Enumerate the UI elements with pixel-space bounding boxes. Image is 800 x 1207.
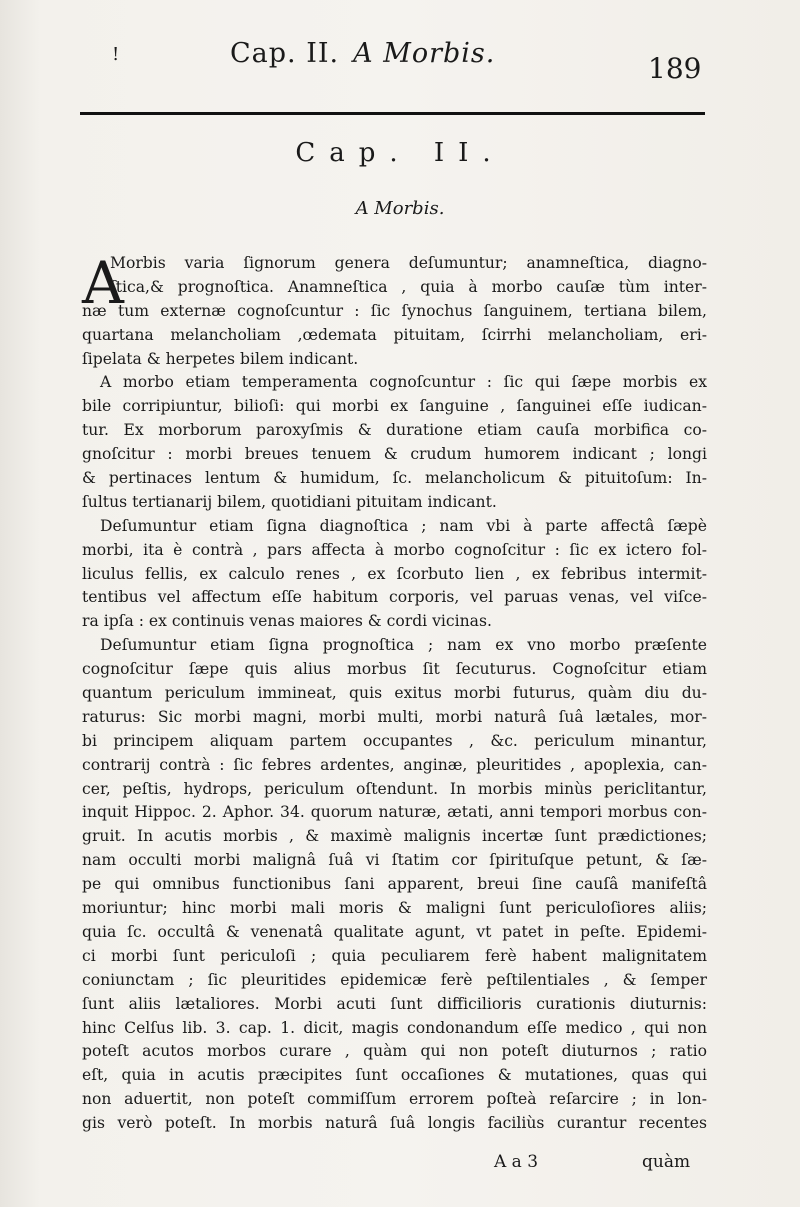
- text-line: coniunctam ; ſic pleuritides epidemicæ ferè peſtilentiales , & ſemper: [82, 970, 707, 989]
- text-line: non aduertit, non poteſt commiſſum errorem poſteà reſarcire ; in lon-: [82, 1090, 707, 1109]
- text-line: cer, peſtis, hydrops, periculum oſtendunt. In morbis minùs periclitantur,: [82, 779, 707, 798]
- text-line: & pertinaces lentum & humidum, ſc. melancholicum & pituitoſum: In-: [82, 469, 707, 488]
- margin-mark: !: [112, 44, 120, 65]
- text-line: ci morbi ſunt periculoſi ; quia peculiarem ferè habent malignitatem: [82, 946, 707, 965]
- text-line: næ tum externæ cognoſcuntur : ſic ſynochus ſanguinem, tertiana bilem,: [82, 301, 707, 320]
- text-line: Deſumuntur etiam ſigna prognoſtica ; nam ex vno morbo præſente: [100, 636, 707, 655]
- text-line: bile corripiuntur, bilioſi: qui morbi ex ſanguine , ſanguinei eſſe iudican-: [82, 397, 707, 416]
- chapter-subtitle: A Morbis.: [355, 198, 445, 219]
- text-line: ſunt aliis lætaliores. Morbi acuti ſunt difficilioris curationis diuturnis:: [82, 994, 707, 1013]
- page-number: 189: [648, 52, 702, 85]
- signature-mark: A a 3: [494, 1152, 539, 1172]
- catchword: quàm: [642, 1152, 691, 1172]
- text-line: pe qui omnibus functionibus ſani apparent, breui ſine cauſâ manifeſtâ: [82, 875, 707, 894]
- text-line: Deſumuntur etiam ſigna diagnoſtica ; nam vbi à parte affectâ ſæpè: [100, 516, 707, 535]
- body-text: [82, 249, 707, 1136]
- text-line: bi principem aliquam partem occupantes , &c. periculum minantur,: [82, 731, 707, 750]
- text-line: ſipelata & herpetes bilem indicant.: [82, 349, 359, 368]
- text-line: inquit Hippoc. 2. Aphor. 34. quorum naturæ, ætati, anni tempori morbus con-: [82, 803, 707, 822]
- text-line: quantum periculum immineat, quis exitus morbi futurus, quàm diu du-: [82, 684, 707, 703]
- text-line: cognoſcitur ſæpe quis alius morbus ſit ſecuturus. Cognoſcitur etiam: [82, 660, 707, 679]
- text-line: morbi, ita è contrà , pars affecta à morbo cognoſcitur : ſic ex ictero fol-: [82, 540, 707, 559]
- text-line: gruit. In acutis morbis , & maximè malignis incertæ ſunt prædictiones;: [82, 827, 707, 846]
- text-line: moriuntur; hinc morbi mali moris & maligni ſunt periculoſiores aliis;: [82, 899, 707, 918]
- running-head: [230, 38, 495, 69]
- text-line: gnoſcitur : morbi breues tenuem & crudum humorem indicant ; longi: [82, 445, 707, 464]
- text-line: quartana melancholiam ,œdemata pituitam, ſcirrhi melancholiam, eri-: [82, 325, 707, 344]
- text-line: ra ipſa : ex continuis venas maiores & cordi vicinas.: [82, 612, 492, 631]
- text-line: nam occulti morbi malignâ ſuâ vi ſtatim cor ſpirituſque petunt, & ſæ-: [82, 851, 707, 870]
- text-line: hinc Celſus lib. 3. cap. 1. dicit, magis condonandum eſſe medico , qui non: [82, 1018, 707, 1037]
- running-head-title: A Morbis.: [353, 38, 496, 69]
- page-footer: [0, 1152, 800, 1178]
- text-line: tur. Ex morborum paroxyſmis & duratione etiam cauſa morbifica co-: [82, 421, 707, 440]
- header-rule: [80, 112, 705, 115]
- text-line: quia ſc. occultâ & venenatâ qualitate agunt, vt patet in peſte. Epidemi-: [82, 922, 707, 941]
- text-line: liculus fellis, ex calculo renes , ex ſcorbuto lien , ex febribus intermit-: [82, 564, 707, 583]
- drop-cap: A: [82, 249, 124, 317]
- text-line: gis verò poteſt. In morbis naturâ ſuâ longis faciliùs curantur recentes: [82, 1114, 707, 1133]
- text-line: Morbis varia ſignorum genera deſumuntur; anamneſtica, diagno-: [110, 254, 707, 272]
- chapter-title: Cap. II.: [295, 138, 505, 168]
- text-line: A morbo etiam temperamenta cognoſcuntur : ſic qui ſæpe morbis ex: [100, 373, 707, 392]
- text-line: ſtica,& prognoſtica. Anamneſtica , quia à morbo cauſæ tùm inter-: [110, 277, 707, 296]
- text-line: ſultus tertianarij bilem, quotidiani pituitam indicant.: [82, 492, 497, 511]
- text-line: raturus: Sic morbi magni, morbi multi, morbi naturâ ſuâ lætales, mor-: [82, 707, 707, 726]
- text-line: poteſt acutos morbos curare , quàm qui non poteſt diuturnos ; ratio: [82, 1042, 707, 1061]
- text-line: tentibus vel affectum eſſe habitum corporis, vel paruas venas, vel viſce-: [82, 588, 707, 607]
- text-line: contrarij contrà : ſic febres ardentes, anginæ, pleuritides , apoplexia, can-: [82, 755, 707, 774]
- text-line: eſt, quia in acutis præcipites ſunt occaſiones & mutationes, quas qui: [82, 1066, 707, 1085]
- running-head-chapter: Cap. II.: [230, 38, 340, 69]
